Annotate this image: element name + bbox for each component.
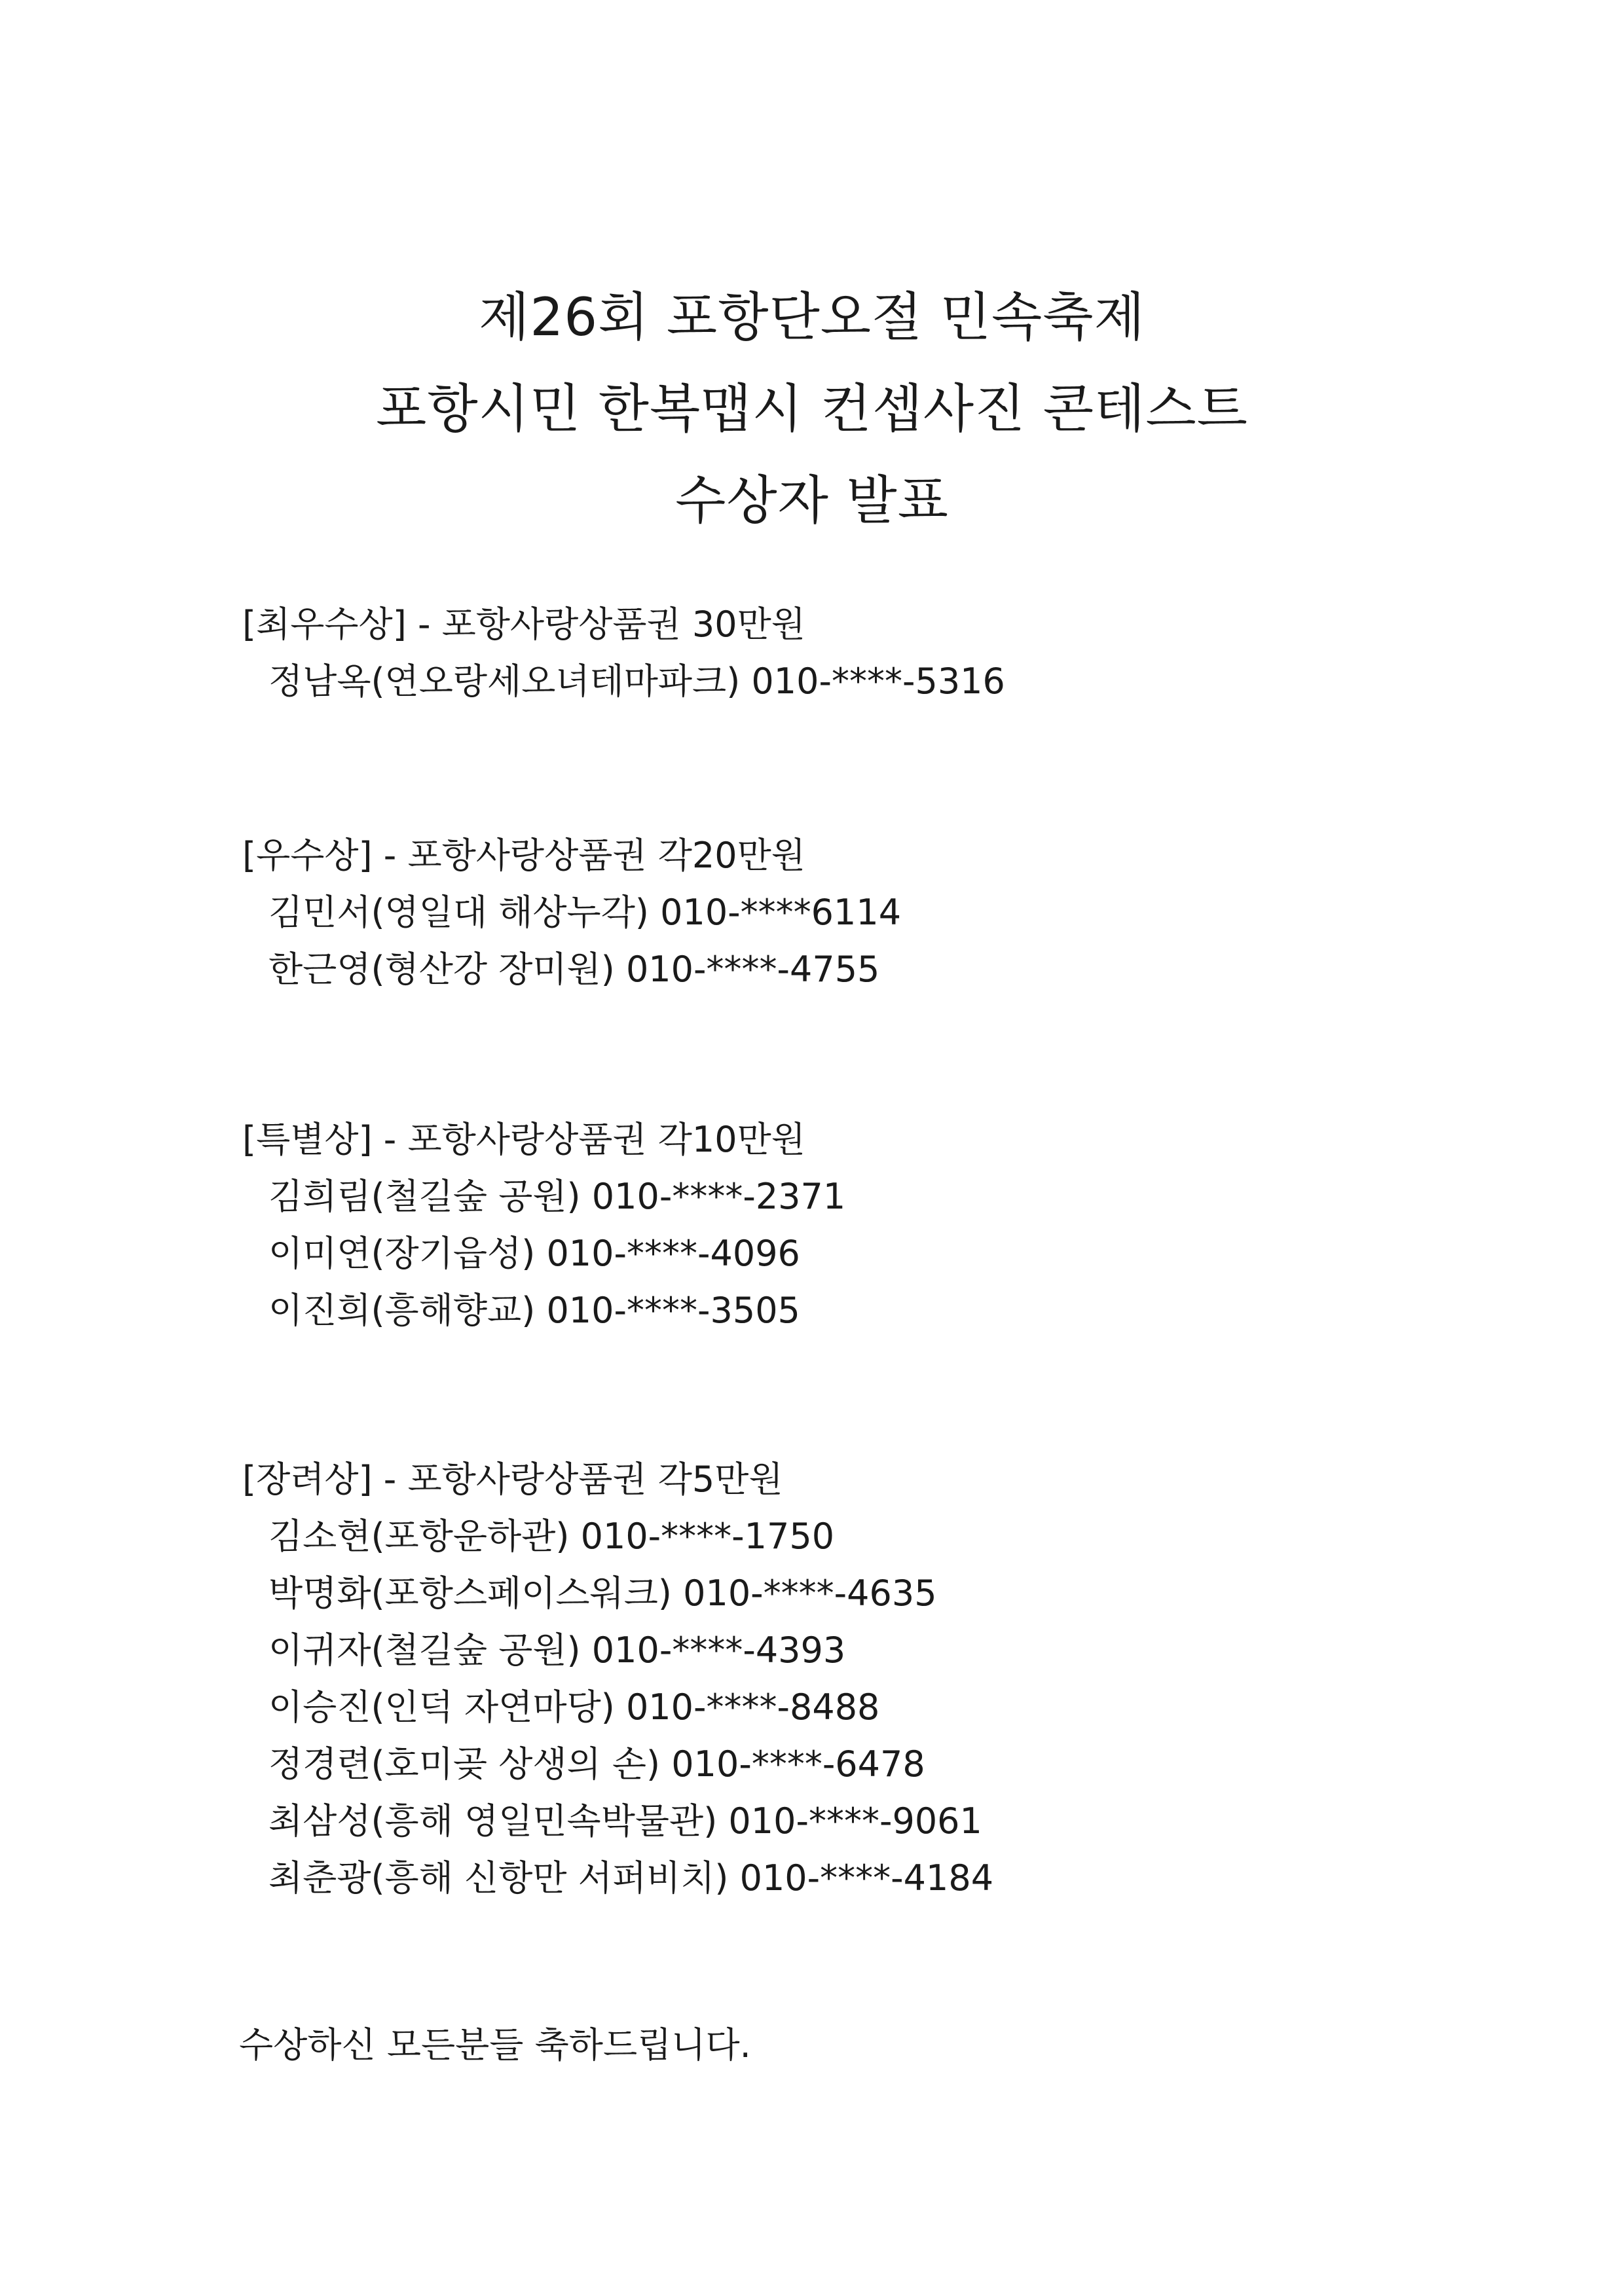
document-title — [0, 272, 1624, 547]
closing-message: 수상하신 모든분들 축하드립니다. — [239, 2024, 751, 2066]
winner-entry: 김민서(영일대 해상누각) 010-****6114 — [268, 892, 902, 933]
award-section-special — [242, 1111, 1486, 1339]
winner-entry: 최춘광(흥해 신항만 서퍼비치) 010-****-4184 — [268, 1857, 994, 1899]
winner-entry: 한근영(형산강 장미원) 010-****-4755 — [268, 949, 880, 990]
award-header: [최우수상] - 포항사랑상품권 30만원 — [242, 604, 805, 645]
winner-entry: 박명화(포항스페이스워크) 010-****-4635 — [268, 1573, 937, 1614]
title-line-announcement: 수상자 발표 — [675, 470, 949, 531]
winner-entry: 정남옥(연오랑세오녀테마파크) 010-****-5316 — [268, 661, 1005, 702]
award-header: [특별상] - 포항사랑상품권 각10만원 — [242, 1119, 805, 1160]
award-section-grand — [242, 596, 1486, 710]
award-section-excellence — [242, 827, 1486, 998]
title-line-contest: 포항시민 한복맵시 컨셉사진 콘테스트 — [376, 378, 1248, 439]
award-header: [장려상] - 포항사랑상품권 각5만원 — [242, 1459, 783, 1500]
winner-entry: 김희림(철길숲 공원) 010-****-2371 — [268, 1176, 846, 1217]
winner-entry: 김소현(포항운하관) 010-****-1750 — [268, 1516, 835, 1557]
winner-entry: 최삼성(흥해 영일민속박물관) 010-****-9061 — [268, 1800, 982, 1842]
award-section-encouragement — [242, 1451, 1486, 1906]
award-header: [우수상] - 포항사랑상품권 각20만원 — [242, 835, 805, 876]
winner-entry: 이귀자(철길숲 공원) 010-****-4393 — [268, 1630, 846, 1671]
title-line-festival: 제26회 포항단오절 민속축제 — [479, 287, 1145, 348]
winner-entry: 정경련(호미곶 상생의 손) 010-****-6478 — [268, 1743, 925, 1785]
winner-entry: 이미연(장기읍성) 010-****-4096 — [268, 1233, 800, 1274]
winner-entry: 이승진(인덕 자연마당) 010-****-8488 — [268, 1686, 880, 1728]
winner-entry: 이진희(흥해향교) 010-****-3505 — [268, 1290, 800, 1331]
